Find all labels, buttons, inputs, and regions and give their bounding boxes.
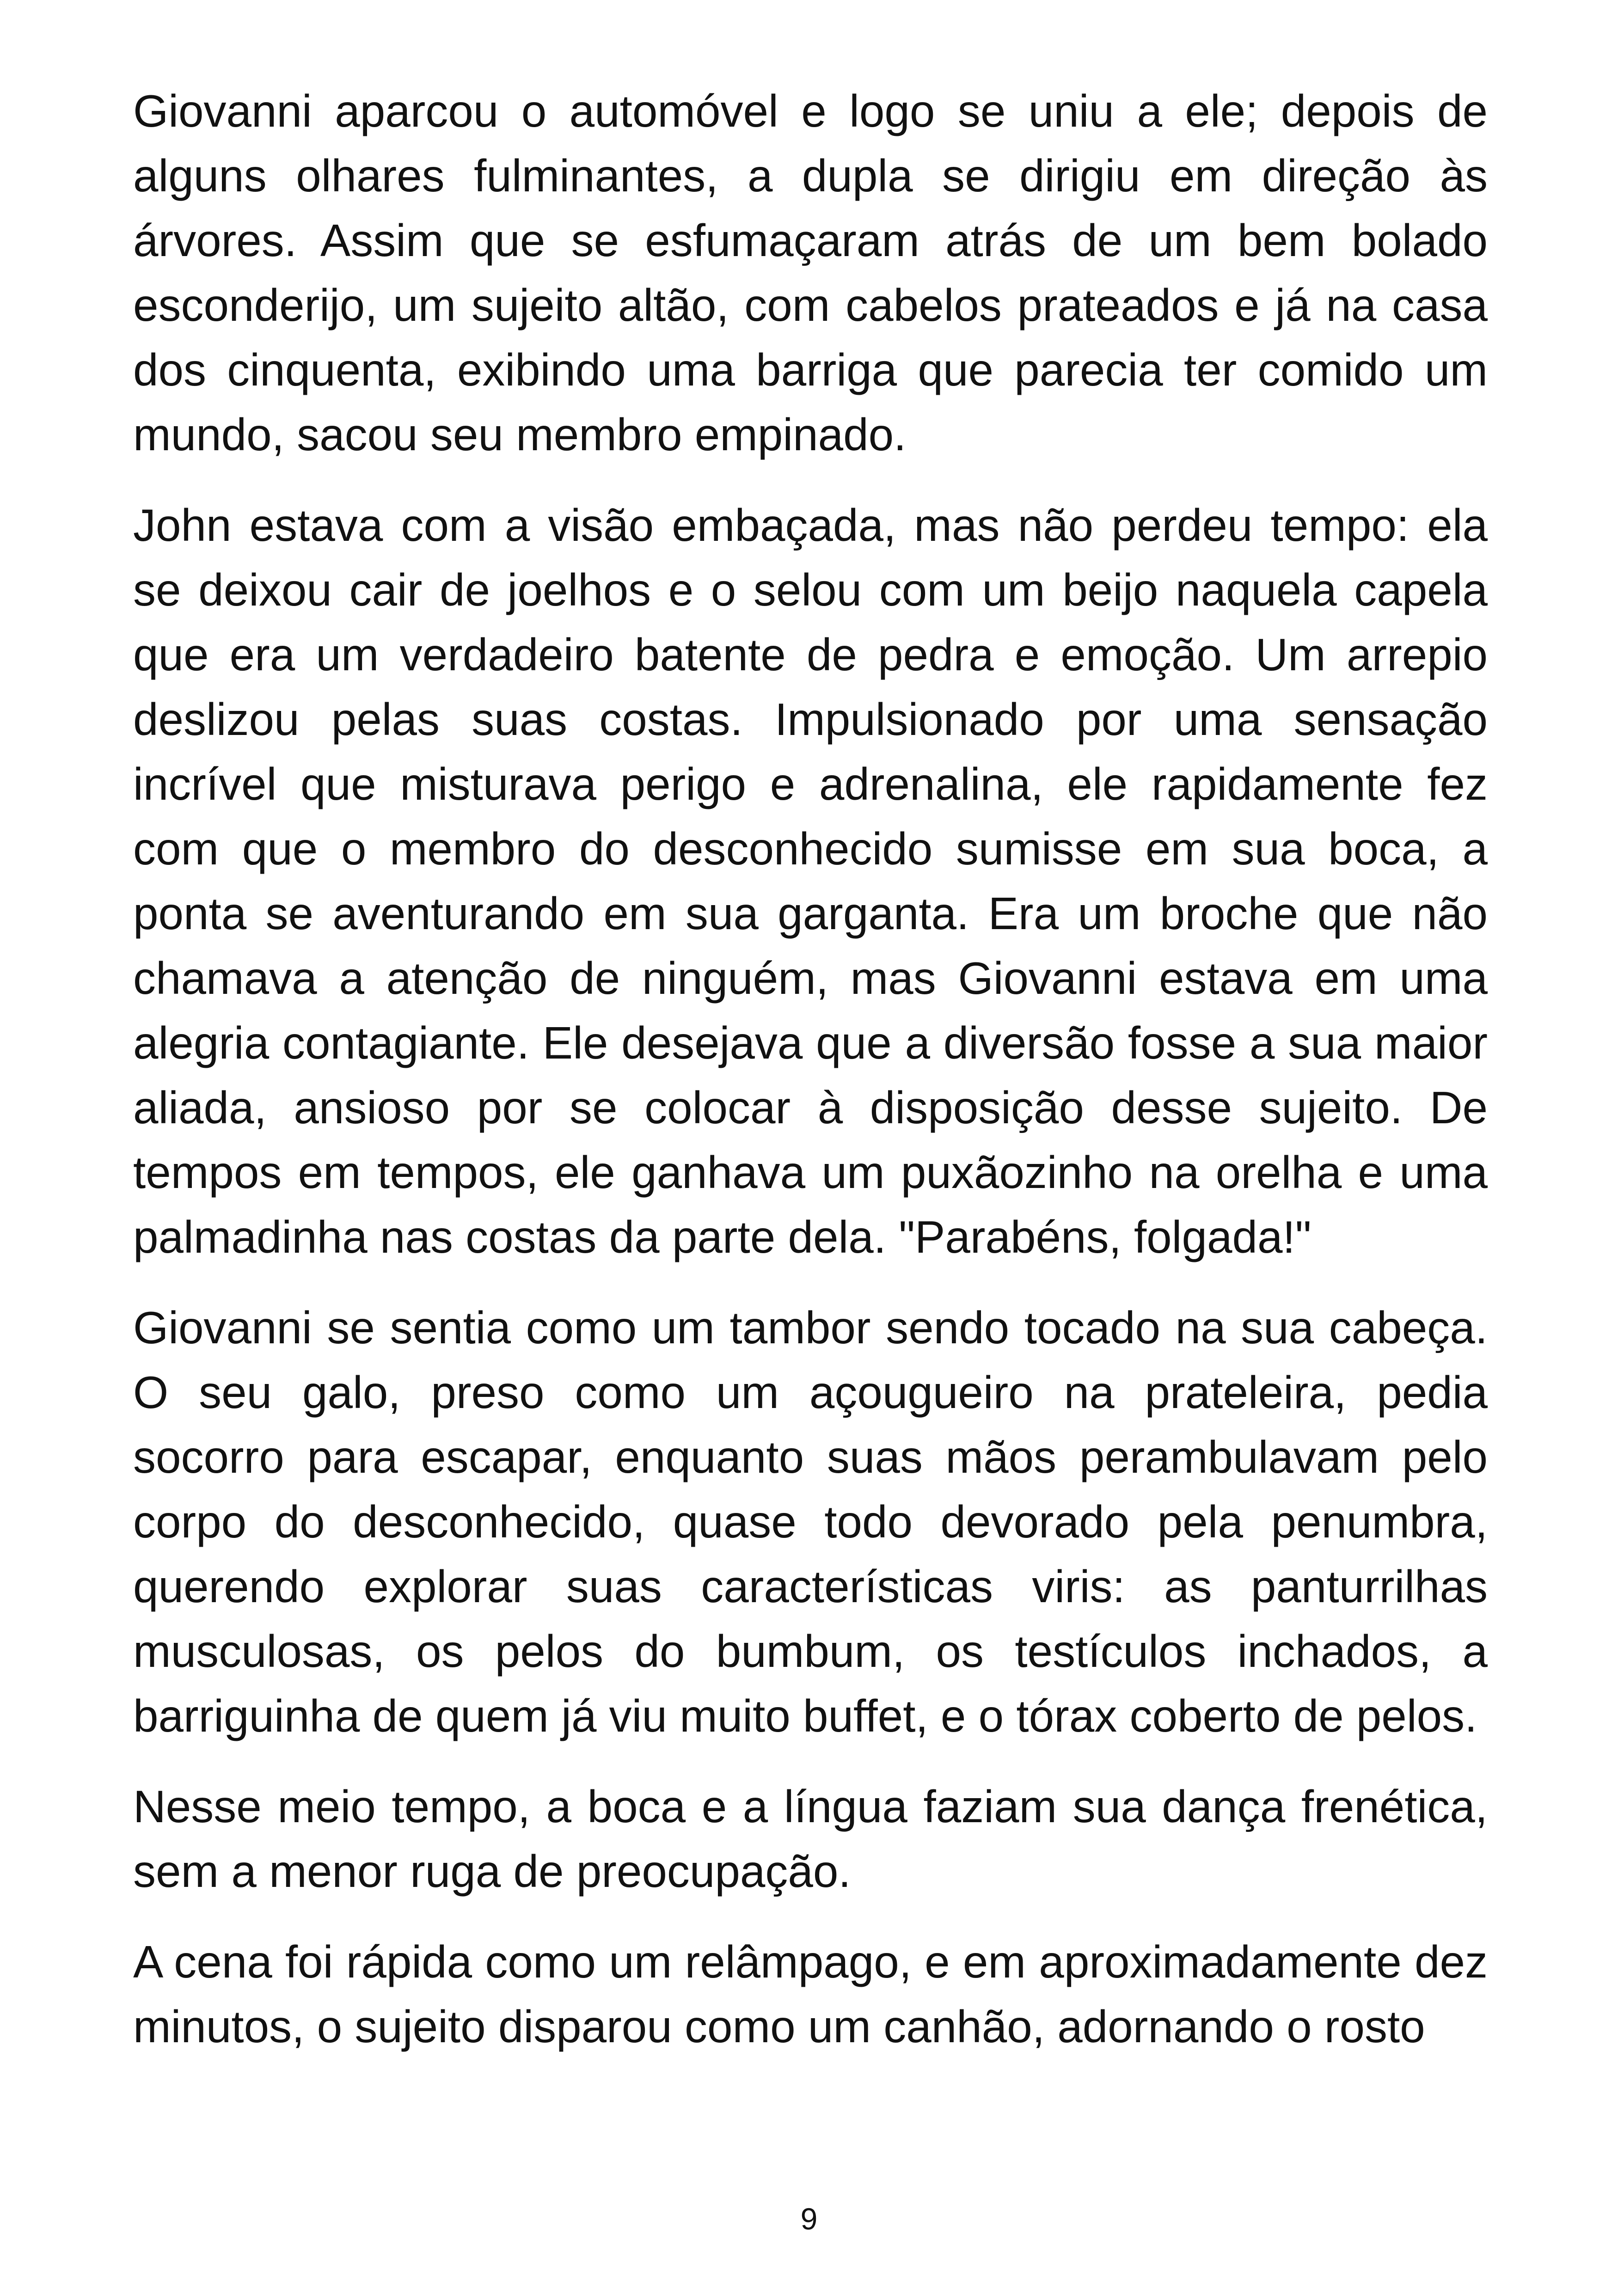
page-number: 9	[800, 2202, 818, 2236]
paragraph-5: A cena foi rápida como um relâmpago, e em aproximadamente dez minutos, o sujeito disparou como um canhão, adornando o rosto	[133, 1936, 1488, 2052]
paragraph-1: Giovanni aparcou o automóvel e logo se uniu a ele; depois de alguns olhares fulminantes, a dupla se dirigiu em direção às árvores. Assim que se esfumaçaram atrás de um bem bolado esconderijo, um sujeito altão, com cabelos prateados e já na casa dos cinquenta, exibindo uma barriga que parecia ter comido um mundo, sacou seu membro empinado.	[133, 86, 1488, 460]
body-text	[133, 79, 1488, 2085]
paragraph-4: Nesse meio tempo, a boca e a língua faziam sua dança frenética, sem a menor ruga de preocupação.	[133, 1781, 1488, 1897]
paragraph-3: Giovanni se sentia como um tambor sendo tocado na sua cabeça. O seu galo, preso como um açougueiro na prateleira, pedia socorro para escapar, enquanto suas mãos perambulavam pelo corpo do desconhecido, quase todo devorado pela penumbra, querendo explorar suas características viris: as panturrilhas musculosas, os pelos do bumbum, os testículos inchados, a barriguinha de quem já viu muito buffet, e o tórax coberto de pelos.	[133, 1302, 1488, 1741]
paragraph-2: John estava com a visão embaçada, mas não perdeu tempo: ela se deixou cair de joelhos e o selou com um beijo naquela capela que era um verdadeiro batente de pedra e emoção. Um arrepio deslizou pelas suas costas. Impulsionado por uma sensação incrível que misturava perigo e adrenalina, ele rapidamente fez com que o membro do desconhecido sumisse em sua boca, a ponta se aventurando em sua garganta. Era um broche que não chamava a atenção de ninguém, mas Giovanni estava em uma alegria contagiante. Ele desejava que a diversão fosse a sua maior aliada, ansioso por se colocar à disposição desse sujeito. De tempos em tempos, ele ganhava um puxãozinho na orelha e uma palmadinha nas costas da parte dela. "Parabéns, folgada!"	[133, 500, 1488, 1262]
